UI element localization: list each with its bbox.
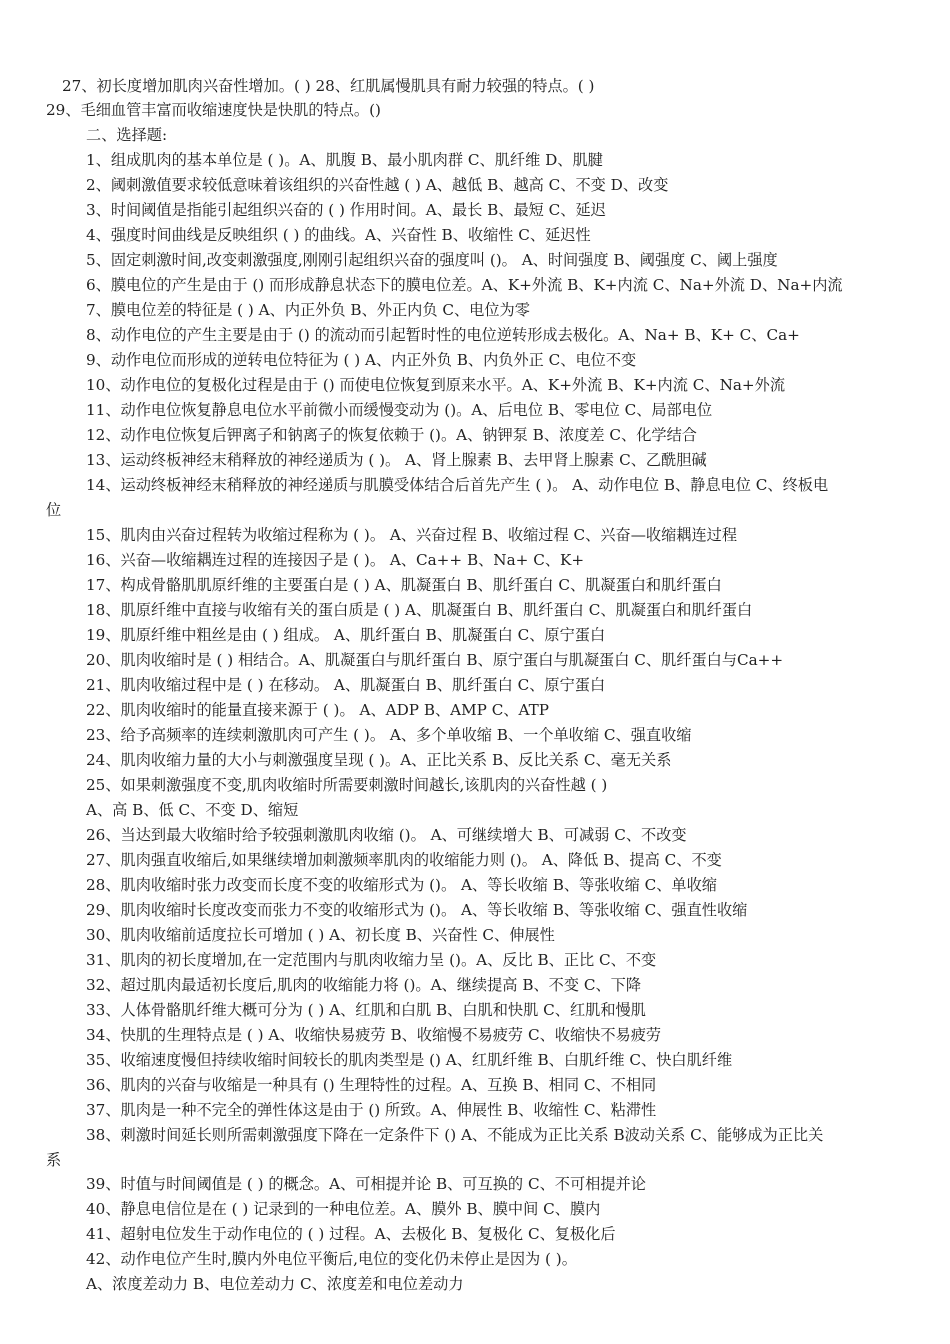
choice-question-22: 22、肌肉收缩时的能量直接来源于 ( )。 A、ADP B、AMP C、ATP [86,701,550,719]
choice-question-7: 7、膜电位差的特征是 ( ) A、内正外负 B、外正内负 C、电位为零 [86,301,530,319]
choice-question-10: 10、动作电位的复极化过程是由于 () 而使电位恢复到原来水平。A、K+外流 B、K+内流 C、Na+外流 [86,376,786,394]
choice-question-29: 29、肌肉收缩时长度改变而张力不变的收缩形式为 ()。 A、等长收缩 B、等张收缩 C、强直性收缩 [86,901,748,919]
choice-question-3: 3、时间阈值是指能引起组织兴奋的 ( ) 作用时间。A、最长 B、最短 C、延迟 [86,201,606,219]
choice-question-13: 13、运动终板神经末稍释放的神经递质为 ( )。 A、肾上腺素 B、去甲肾上腺素 C、乙酰胆碱 [86,451,707,469]
choice-question-42: 42、动作电位产生时,膜内外电位平衡后,电位的变化仍未停止是因为 ( )。 [86,1250,577,1268]
choice-question-9: 9、动作电位而形成的逆转电位特征为 ( ) A、内正外负 B、内负外正 C、电位不变 [86,351,637,369]
choice-question-17: 17、构成骨骼肌肌原纤维的主要蛋白是 ( ) A、肌凝蛋白 B、肌纤蛋白 C、肌凝蛋白和肌纤蛋白 [86,576,722,594]
choice-question-21: 21、肌肉收缩过程中是 ( ) 在移动。 A、肌凝蛋白 B、肌纤蛋白 C、原宁蛋白 [86,676,606,694]
choice-question-14-continued: 位 [46,501,62,519]
choice-question-33: 33、人体骨骼肌纤维大概可分为 ( ) A、红肌和白肌 B、白肌和快肌 C、红肌和慢肌 [86,1001,646,1019]
choice-question-16: 16、兴奋—收缩耦连过程的连接因子是 ( )。 A、Ca++ B、Na+ C、K+ [86,551,585,569]
choice-question-27: 27、肌肉强直收缩后,如果继续增加刺激频率肌肉的收缩能力则 ()。 A、降低 B、提高 C、不变 [86,851,722,869]
choice-question-40: 40、静息电信位是在 ( ) 记录到的一种电位差。A、膜外 B、膜中间 C、膜内 [86,1200,601,1218]
choice-question-14: 14、运动终板神经末稍释放的神经递质与肌膜受体结合后首先产生 ( )。 A、动作电位 B、静息电位 C、终板电 [86,476,829,494]
choice-question-34: 34、快肌的生理特点是 ( ) A、收缩快易疲劳 B、收缩慢不易疲劳 C、收缩快不易疲劳 [86,1026,662,1044]
choice-question-42-options: A、浓度差动力 B、电位差动力 C、浓度差和电位差动力 [86,1275,464,1293]
choice-question-15: 15、肌肉由兴奋过程转为收缩过程称为 ( )。 A、兴奋过程 B、收缩过程 C、兴奋—收缩耦连过程 [86,526,738,544]
choice-question-26: 26、当达到最大收缩时给予较强刺激肌肉收缩 ()。 A、可继续增大 B、可减弱 C、不改变 [86,826,687,844]
choice-question-19: 19、肌原纤维中粗丝是由 ( ) 组成。 A、肌纤蛋白 B、肌凝蛋白 C、原宁蛋白 [86,626,606,644]
choice-question-23: 23、给予高频率的连续刺激肌肉可产生 ( )。 A、多个单收缩 B、一个单收缩 C、强直收缩 [86,726,692,744]
choice-question-39: 39、时值与时间阈值是 ( ) 的概念。A、可相提并论 B、可互换的 C、不可相提并论 [86,1175,646,1193]
choice-question-37: 37、肌肉是一种不完全的弹性体这是由于 () 所致。A、伸展性 B、收缩性 C、粘滞性 [86,1101,657,1119]
choice-question-20: 20、肌肉收缩时是 ( ) 相结合。A、肌凝蛋白与肌纤蛋白 B、原宁蛋白与肌凝蛋白 C、肌纤蛋白与Ca++ [86,651,784,669]
question-29: 29、毛细血管丰富而收缩速度快是快肌的特点。() [46,101,381,119]
choice-question-28: 28、肌肉收缩时张力改变而长度不变的收缩形式为 ()。 A、等长收缩 B、等张收缩 C、单收缩 [86,876,717,894]
choice-question-2: 2、阈刺激值要求较低意味着该组织的兴奋性越 ( ) A、越低 B、越高 C、不变 D、改变 [86,176,669,194]
choice-question-38: 38、刺激时间延长则所需刺激强度下降在一定条件下 () A、不能成为正比关系 B波动关系 C、能够成为正比关 [86,1126,824,1144]
choice-question-8: 8、动作电位的产生主要是由于 () 的流动而引起暂时性的电位逆转形成去极化。A、Na+ B、K+ C、Ca+ [86,326,800,344]
choice-question-25: 25、如果刺激强度不变,肌肉收缩时所需要刺激时间越长,该肌肉的兴奋性越 ( ) [86,776,608,794]
choice-question-25-options: A、高 B、低 C、不变 D、缩短 [86,801,299,819]
section-heading: 二、选择题: [86,126,168,144]
choice-question-38-continued: 系 [46,1151,62,1169]
choice-question-35: 35、收缩速度慢但持续收缩时间较长的肌肉类型是 () A、红肌纤维 B、白肌纤维 C、快白肌纤维 [86,1051,733,1069]
choice-question-12: 12、动作电位恢复后钾离子和钠离子的恢复依赖于 ()。A、钠钾泵 B、浓度差 C、化学结合 [86,426,697,444]
choice-question-11: 11、动作电位恢复静息电位水平前微小而缓慢变动为 ()。A、后电位 B、零电位 C、局部电位 [86,401,713,419]
choice-question-30: 30、肌肉收缩前适度拉长可增加 ( ) A、初长度 B、兴奋性 C、伸展性 [86,926,555,944]
choice-question-5: 5、固定刺激时间,改变刺激强度,刚刚引起组织兴奋的强度叫 ()。 A、时间强度 B、阈强度 C、阈上强度 [86,251,778,269]
choice-question-18: 18、肌原纤维中直接与收缩有关的蛋白质是 ( ) A、肌凝蛋白 B、肌纤蛋白 C、肌凝蛋白和肌纤蛋白 [86,601,753,619]
choice-question-6: 6、膜电位的产生是由于 () 而形成静息状态下的膜电位差。A、K+外流 B、K+内流 C、Na+外流 D、Na+内流 [86,276,843,294]
choice-question-32: 32、超过肌肉最适初长度后,肌肉的收缩能力将 ()。A、继续提高 B、不变 C、下降 [86,976,642,994]
choice-question-41: 41、超射电位发生于动作电位的 ( ) 过程。A、去极化 B、复极化 C、复极化后 [86,1225,616,1243]
choice-question-31: 31、肌肉的初长度增加,在一定范围内与肌肉收缩力呈 ()。A、反比 B、正比 C、不变 [86,951,657,969]
question-27-28: 27、初长度增加肌肉兴奋性增加。( ) 28、红肌属慢肌具有耐力较强的特点。( ) [62,77,595,95]
choice-question-24: 24、肌肉收缩力量的大小与刺激强度呈现 ( )。A、正比关系 B、反比关系 C、毫无关系 [86,751,672,769]
choice-question-4: 4、强度时间曲线是反映组织 ( ) 的曲线。A、兴奋性 B、收缩性 C、延迟性 [86,226,591,244]
choice-question-36: 36、肌肉的兴奋与收缩是一种具有 () 生理特性的过程。A、互换 B、相同 C、不相同 [86,1076,657,1094]
choice-question-1: 1、组成肌肉的基本单位是 ( )。A、肌腹 B、最小肌肉群 C、肌纤维 D、肌腱 [86,151,603,169]
